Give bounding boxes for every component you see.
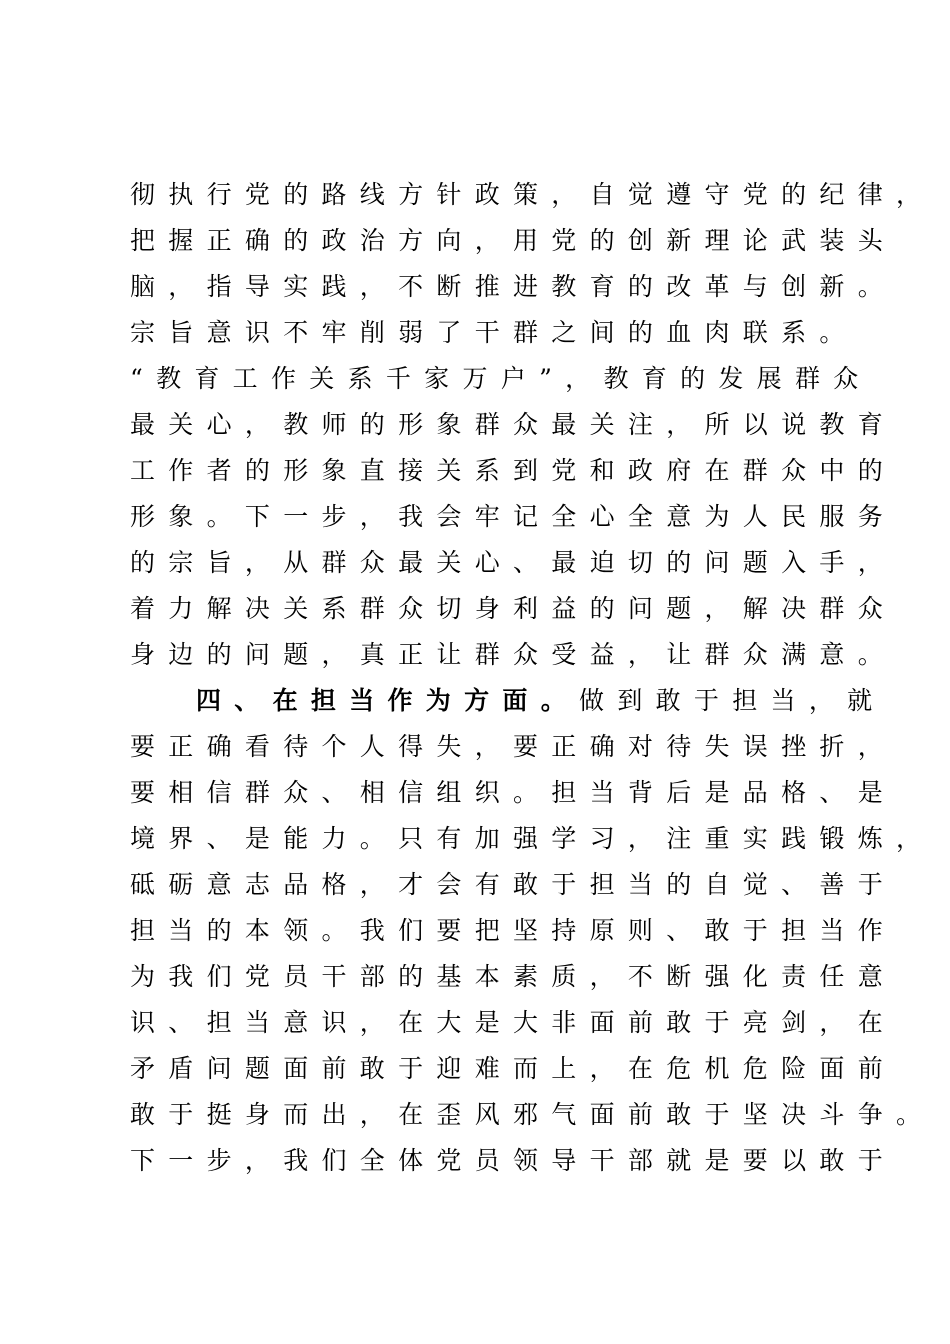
text-line: 担当的本领。我们要把坚持原则、敢于担当作 [130,916,897,945]
section-four-heading: 四、在担当作为方面。 [196,686,580,715]
text-line: 下一步，我们全体党员领导干部就是要以敢于 [130,1146,897,1175]
text-line: 最关心，教师的形象群众最关注，所以说教育 [130,410,897,439]
section-four-first-line [130,678,886,724]
text-line: 身边的问题，真正让群众受益，让群众满意。 [130,640,897,669]
section-four-first-line-text: 做到敢于担当，就 [579,686,886,715]
text-line: 形象。下一步，我会牢记全心全意为人民服务 [130,502,897,531]
text-line: 宗旨意识不牢削弱了干群之间的血肉联系。 [130,318,858,347]
text-line: 境界、是能力。只有加强学习，注重实践锻炼， [130,824,935,853]
text-line: 要正确看待个人得失，要正确对待失误挫折， [130,732,897,761]
body-text [130,172,935,1184]
text-line: 彻执行党的路线方针政策，自觉遵守党的纪律， [130,180,935,209]
text-line: 敢于挺身而出，在歪风邪气面前敢于坚决斗争。 [130,1100,935,1129]
text-line: 要相信群众、相信组织。担当背后是品格、是 [130,778,897,807]
text-line: “教育工作关系千家万户”，教育的发展群众 [130,364,872,393]
text-line: 为我们党员干部的基本素质，不断强化责任意 [130,962,897,991]
text-line: 工作者的形象直接关系到党和政府在群众中的 [130,456,897,485]
text-line: 识、担当意识，在大是大非面前敢于亮剑，在 [130,1008,897,1037]
text-line: 砥砺意志品格，才会有敢于担当的自觉、善于 [130,870,897,899]
text-line: 脑，指导实践，不断推进教育的改革与创新。 [130,272,897,301]
text-line: 把握正确的政治方向，用党的创新理论武装头 [130,226,897,255]
text-line: 的宗旨，从群众最关心、最迫切的问题入手， [130,548,897,577]
text-line: 着力解决关系群众切身利益的问题，解决群众 [130,594,897,623]
text-line: 矛盾问题面前敢于迎难而上，在危机危险面前 [130,1054,897,1083]
